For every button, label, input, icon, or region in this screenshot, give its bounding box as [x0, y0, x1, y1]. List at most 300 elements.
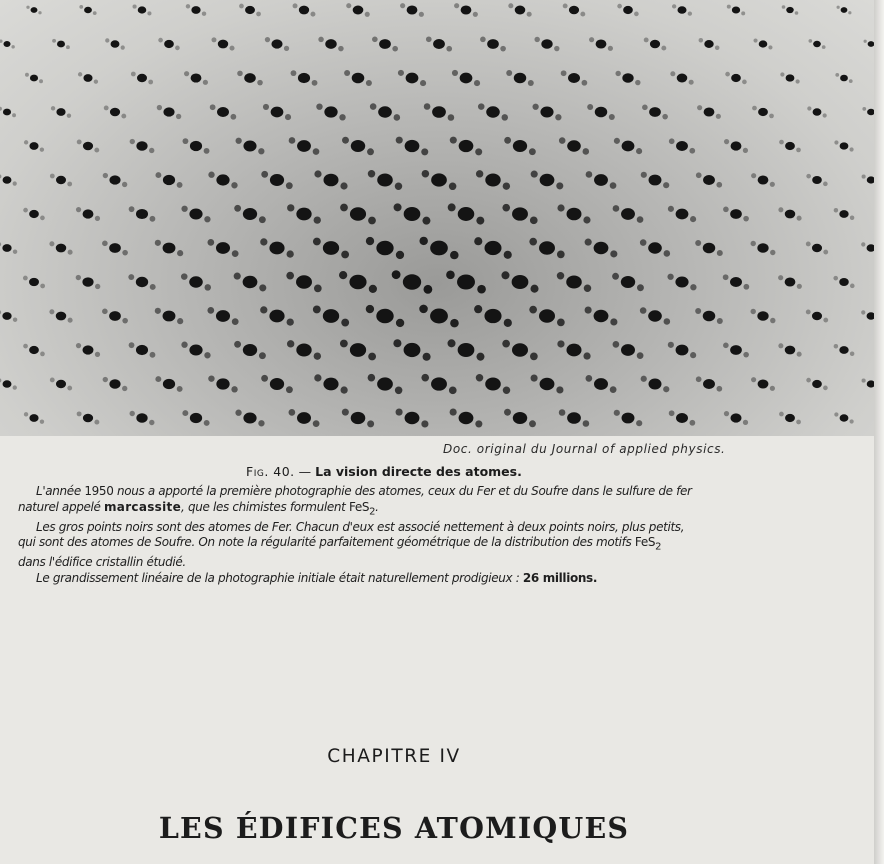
iron-atom: [786, 74, 795, 81]
caption-line: [18, 555, 778, 571]
iron-atom: [867, 312, 874, 319]
sulfur-atom: [861, 242, 865, 246]
sulfur-atom: [743, 352, 749, 358]
iron-atom: [351, 412, 366, 424]
iron-atom: [29, 210, 39, 218]
sulfur-atom: [396, 319, 404, 327]
sulfur-atom: [502, 204, 510, 212]
caption-mineral: marcassite: [104, 499, 182, 514]
chapter-title: LES ÉDIFICES ATOMIQUES: [158, 811, 630, 845]
sulfur-atom: [769, 114, 774, 119]
sulfur-atom: [338, 46, 344, 52]
sulfur-atom: [314, 352, 321, 359]
sulfur-atom: [419, 305, 428, 314]
sulfur-atom: [823, 182, 828, 187]
sulfur-atom: [661, 46, 666, 51]
sulfur-atom: [478, 103, 485, 110]
iron-atom: [136, 345, 148, 355]
sulfur-atom: [422, 217, 430, 225]
iron-atom: [650, 40, 660, 49]
iron-atom: [82, 277, 93, 286]
sulfur-atom: [557, 272, 564, 279]
iron-atom: [431, 377, 447, 390]
sulfur-atom: [778, 275, 783, 280]
sulfur-atom: [770, 386, 775, 391]
sulfur-atom: [615, 71, 620, 76]
sulfur-atom: [725, 72, 730, 77]
sulfur-atom: [67, 113, 71, 117]
iron-atom: [30, 75, 38, 82]
caption-text: naturel appelé: [18, 499, 104, 514]
iron-atom: [485, 377, 501, 390]
sulfur-atom: [636, 148, 642, 154]
caption-line: [18, 520, 778, 536]
sulfur-atom: [340, 340, 348, 348]
sulfur-atom: [0, 310, 1, 314]
sulfur-atom: [850, 351, 854, 355]
sulfur-atom: [716, 386, 722, 392]
sulfur-atom: [664, 318, 671, 325]
atom-lattice-image: [0, 0, 874, 436]
iron-atom: [841, 7, 848, 13]
iron-atom: [840, 414, 849, 421]
sulfur-atom: [13, 181, 17, 185]
iron-atom: [594, 242, 609, 254]
sulfur-atom: [208, 375, 214, 381]
sulfur-atom: [637, 216, 644, 223]
iron-atom: [839, 278, 849, 286]
sulfur-atom: [261, 375, 268, 382]
sulfur-atom: [559, 409, 566, 416]
iron-atom: [514, 73, 526, 83]
iron-atom: [512, 343, 528, 356]
sulfur-atom: [476, 374, 483, 381]
sulfur-atom: [837, 6, 840, 9]
sulfur-atom: [122, 386, 127, 391]
sulfur-atom: [231, 386, 237, 392]
iron-atom: [350, 343, 366, 357]
sulfur-atom: [50, 378, 55, 383]
sulfur-atom: [367, 148, 374, 155]
sulfur-atom: [806, 174, 811, 179]
iron-atom: [299, 6, 309, 15]
iron-atom: [111, 40, 120, 47]
iron-atom: [785, 346, 796, 355]
sulfur-atom: [234, 341, 241, 348]
iron-atom: [376, 241, 393, 256]
sulfur-atom: [155, 240, 161, 246]
sulfur-atom: [133, 5, 137, 9]
iron-atom: [758, 175, 769, 184]
sulfur-atom: [751, 241, 756, 246]
sulfur-atom: [234, 273, 241, 280]
iron-atom: [540, 174, 555, 186]
iron-atom: [323, 241, 339, 255]
iron-atom: [732, 7, 740, 14]
sulfur-atom: [285, 114, 291, 120]
sulfur-atom: [314, 285, 322, 293]
sulfur-atom: [11, 45, 14, 48]
iron-atom: [622, 73, 633, 83]
sulfur-atom: [287, 204, 294, 211]
sulfur-atom: [449, 387, 457, 395]
atom-photograph: [0, 0, 874, 436]
caption-line: [18, 484, 778, 500]
sulfur-atom: [257, 80, 263, 86]
sulfur-atom: [448, 203, 456, 211]
sulfur-atom: [184, 71, 189, 76]
sulfur-atom: [318, 37, 324, 43]
sulfur-atom: [102, 309, 108, 315]
sulfur-atom: [780, 72, 784, 76]
sulfur-atom: [77, 411, 82, 416]
iron-atom: [567, 140, 581, 151]
iron-atom: [163, 243, 176, 254]
sulfur-atom: [13, 317, 17, 321]
sulfur-atom: [768, 45, 772, 49]
iron-atom: [568, 73, 580, 83]
sulfur-atom: [148, 80, 153, 85]
sulfur-atom: [561, 70, 567, 76]
sulfur-atom: [474, 80, 480, 86]
sulfur-atom: [641, 172, 647, 178]
sulfur-atom: [423, 353, 431, 361]
sulfur-atom: [796, 420, 801, 425]
iron-atom: [269, 310, 284, 323]
iron-atom: [566, 275, 582, 288]
sulfur-atom: [556, 182, 563, 189]
sulfur-atom: [613, 205, 620, 212]
sulfur-atom: [503, 182, 510, 189]
sulfur-atom: [419, 12, 424, 17]
sulfur-atom: [779, 140, 784, 145]
iron-atom: [377, 377, 393, 390]
iron-atom: [566, 344, 581, 357]
sulfur-atom: [480, 37, 486, 43]
sulfur-atom: [76, 207, 81, 212]
iron-atom: [324, 106, 337, 117]
sulfur-atom: [25, 73, 29, 77]
sulfur-atom: [102, 241, 108, 247]
iron-atom: [163, 107, 174, 116]
iron-atom: [867, 244, 874, 251]
iron-atom: [349, 275, 366, 289]
sulfur-atom: [67, 182, 72, 187]
sulfur-atom: [743, 420, 748, 425]
sulfur-atom: [232, 318, 239, 325]
sulfur-atom: [699, 38, 704, 43]
sulfur-atom: [210, 104, 216, 110]
sulfur-atom: [314, 216, 321, 223]
iron-atom: [269, 242, 284, 255]
sulfur-atom: [76, 343, 81, 348]
sulfur-atom: [49, 241, 54, 246]
iron-atom: [540, 106, 553, 117]
sulfur-atom: [392, 270, 401, 279]
sulfur-atom: [182, 410, 188, 416]
iron-atom: [378, 106, 392, 117]
iron-atom: [703, 243, 715, 253]
sulfur-atom: [95, 216, 100, 221]
sulfur-atom: [697, 105, 702, 110]
sulfur-atom: [204, 284, 211, 291]
sulfur-atom: [559, 137, 566, 144]
sulfur-atom: [662, 114, 668, 120]
sulfur-atom: [531, 374, 538, 381]
sulfur-atom: [423, 285, 432, 294]
sulfur-atom: [835, 73, 839, 77]
sulfur-atom: [586, 171, 593, 178]
sulfur-atom: [475, 420, 482, 427]
sulfur-atom: [366, 305, 374, 313]
sulfur-atom: [476, 170, 483, 177]
sulfur-atom: [530, 217, 538, 225]
sulfur-atom: [634, 12, 639, 17]
sulfur-atom: [235, 410, 241, 416]
sulfur-atom: [862, 107, 866, 111]
iron-atom: [245, 6, 255, 14]
iron-atom: [458, 343, 475, 357]
sulfur-atom: [585, 306, 592, 313]
iron-atom: [353, 6, 364, 15]
iron-atom: [109, 243, 121, 253]
sulfur-atom: [797, 284, 802, 289]
caption-formula: FeS: [634, 535, 656, 550]
figure-label: Fig. 40.: [246, 464, 295, 479]
sulfur-atom: [0, 39, 3, 42]
sulfur-atom: [94, 420, 99, 425]
sulfur-atom: [750, 309, 755, 314]
caption-text: nous a apporté la première photographie des atomes, ceux du Fer et du Soufre dans le sulfure de fer: [113, 484, 692, 498]
sulfur-atom: [753, 38, 757, 42]
iron-atom: [163, 175, 175, 185]
sulfur-atom: [504, 137, 511, 144]
iron-atom: [405, 140, 420, 152]
sulfur-atom: [259, 352, 266, 359]
sulfur-atom: [614, 410, 620, 416]
sulfur-atom: [421, 374, 429, 382]
sulfur-atom: [688, 11, 692, 15]
sulfur-atom: [122, 318, 128, 324]
iron-atom: [191, 6, 200, 14]
caption-line: [18, 535, 778, 555]
caption-magnification: 26 millions.: [522, 570, 598, 585]
iron-atom: [677, 74, 688, 83]
iron-atom: [703, 175, 715, 185]
sulfur-atom: [66, 45, 70, 49]
sulfur-atom: [398, 70, 404, 76]
sulfur-atom: [534, 37, 539, 42]
sulfur-atom: [834, 412, 838, 416]
sulfur-atom: [94, 148, 99, 153]
sulfur-atom: [422, 170, 430, 178]
iron-atom: [137, 74, 147, 82]
caption-text: qui sont des atomes de Soufre. On note la régularité parfaitement géométrique de la distribution des motifs: [18, 535, 635, 550]
sulfur-atom: [293, 3, 298, 8]
iron-atom: [244, 73, 256, 83]
sulfur-atom: [122, 250, 128, 256]
iron-atom: [704, 107, 715, 116]
sulfur-atom: [289, 137, 296, 144]
sulfur-atom: [532, 104, 538, 110]
sulfur-atom: [669, 138, 675, 144]
iron-atom: [867, 176, 874, 183]
sulfur-atom: [446, 271, 455, 280]
iron-atom: [840, 75, 848, 82]
iron-atom: [759, 40, 768, 47]
sulfur-atom: [204, 420, 210, 426]
sulfur-atom: [473, 12, 478, 17]
iron-atom: [621, 208, 635, 220]
sulfur-atom: [640, 307, 647, 314]
sulfur-atom: [314, 374, 321, 381]
sulfur-atom: [286, 182, 293, 189]
iron-atom: [649, 107, 661, 117]
iron-atom: [3, 176, 12, 183]
iron-atom: [83, 142, 93, 151]
sulfur-atom: [368, 353, 376, 361]
sulfur-atom: [690, 352, 696, 358]
sulfur-atom: [207, 307, 214, 314]
sulfur-atom: [291, 70, 297, 76]
iron-atom: [3, 380, 12, 388]
sulfur-atom: [504, 251, 512, 259]
sulfur-atom: [181, 206, 187, 212]
sulfur-atom: [555, 114, 561, 120]
sulfur-atom: [797, 352, 802, 357]
sulfur-atom: [741, 11, 745, 15]
sulfur-atom: [474, 237, 482, 245]
iron-atom: [813, 108, 822, 115]
sulfur-atom: [79, 5, 83, 9]
sulfur-atom: [181, 342, 187, 348]
sulfur-atom: [183, 138, 189, 144]
caption-text: .: [375, 499, 379, 514]
sulfur-atom: [672, 4, 676, 8]
sulfur-atom: [0, 107, 2, 111]
sulfur-atom: [717, 318, 723, 324]
sulfur-atom: [636, 420, 642, 426]
sulfur-atom: [834, 140, 838, 144]
sulfur-atom: [149, 420, 154, 425]
sulfur-atom: [175, 46, 180, 51]
sulfur-atom: [23, 344, 28, 349]
sulfur-atom: [583, 352, 590, 359]
sulfur-atom: [76, 275, 81, 280]
sulfur-atom: [833, 276, 838, 281]
sulfur-atom: [723, 207, 729, 213]
iron-atom: [243, 412, 256, 423]
sulfur-atom: [849, 147, 853, 151]
iron-atom: [513, 140, 527, 152]
sulfur-atom: [93, 11, 97, 15]
iron-atom: [758, 379, 769, 388]
sulfur-atom: [450, 251, 458, 259]
sulfur-atom: [396, 408, 403, 415]
sulfur-atom: [340, 182, 347, 189]
sulfur-atom: [204, 352, 210, 358]
sulfur-atom: [529, 148, 536, 155]
iron-atom: [487, 39, 499, 49]
sulfur-atom: [716, 182, 722, 188]
iron-atom: [243, 276, 258, 288]
iron-atom: [84, 7, 92, 14]
sulfur-atom: [667, 274, 673, 280]
sulfur-atom: [610, 386, 617, 393]
iron-atom: [377, 173, 393, 186]
sulfur-atom: [121, 45, 125, 49]
sulfur-atom: [690, 284, 696, 290]
photo-credit: Doc. original du Journal of applied physics.: [443, 442, 726, 456]
caption-formula: FeS: [348, 499, 370, 514]
iron-atom: [430, 309, 448, 324]
iron-atom: [216, 378, 229, 389]
sulfur-atom: [344, 70, 350, 76]
sulfur-atom: [78, 72, 82, 76]
sulfur-atom: [239, 4, 244, 9]
iron-atom: [3, 41, 10, 47]
sulfur-atom: [806, 242, 811, 247]
sulfur-atom: [610, 318, 617, 325]
sulfur-atom: [287, 250, 294, 257]
iron-atom: [539, 241, 555, 254]
sulfur-atom: [506, 70, 512, 76]
iron-atom: [432, 106, 446, 118]
iron-atom: [676, 413, 688, 423]
sulfur-atom: [342, 409, 349, 416]
sulfur-atom: [258, 420, 264, 426]
sulfur-atom: [850, 215, 854, 219]
sulfur-atom: [284, 46, 289, 51]
figure-caption-title: La vision directe des atomes.: [315, 464, 522, 479]
sulfur-atom: [121, 114, 126, 119]
iron-atom: [29, 142, 38, 150]
sulfur-atom: [582, 80, 588, 86]
chapter-label: CHAPITRE IV: [327, 746, 461, 767]
sulfur-atom: [129, 342, 135, 348]
iron-atom: [29, 278, 39, 286]
iron-atom: [485, 241, 502, 255]
sulfur-atom: [339, 114, 345, 120]
iron-atom: [541, 39, 552, 49]
iron-atom: [513, 412, 527, 424]
sulfur-atom: [807, 106, 811, 110]
iron-atom: [297, 140, 311, 152]
iron-atom: [189, 208, 202, 219]
sulfur-atom: [256, 12, 261, 17]
iron-atom: [757, 243, 768, 252]
sulfur-atom: [0, 378, 1, 382]
sulfur-atom: [612, 273, 619, 280]
iron-atom: [57, 41, 65, 48]
sulfur-atom: [312, 80, 318, 86]
sulfur-atom: [177, 386, 183, 392]
sulfur-atom: [743, 284, 749, 290]
sulfur-atom: [806, 310, 811, 315]
sulfur-atom: [40, 284, 45, 289]
iron-atom: [676, 209, 689, 220]
iron-atom: [216, 310, 230, 322]
iron-atom: [757, 311, 768, 320]
iron-atom: [296, 344, 311, 357]
sulfur-atom: [782, 5, 786, 9]
iron-atom: [539, 309, 555, 322]
sulfur-atom: [644, 37, 649, 42]
sulfur-atom: [367, 420, 374, 427]
sulfur-atom: [695, 240, 701, 246]
sulfur-atom: [724, 139, 729, 144]
iron-atom: [109, 379, 120, 388]
